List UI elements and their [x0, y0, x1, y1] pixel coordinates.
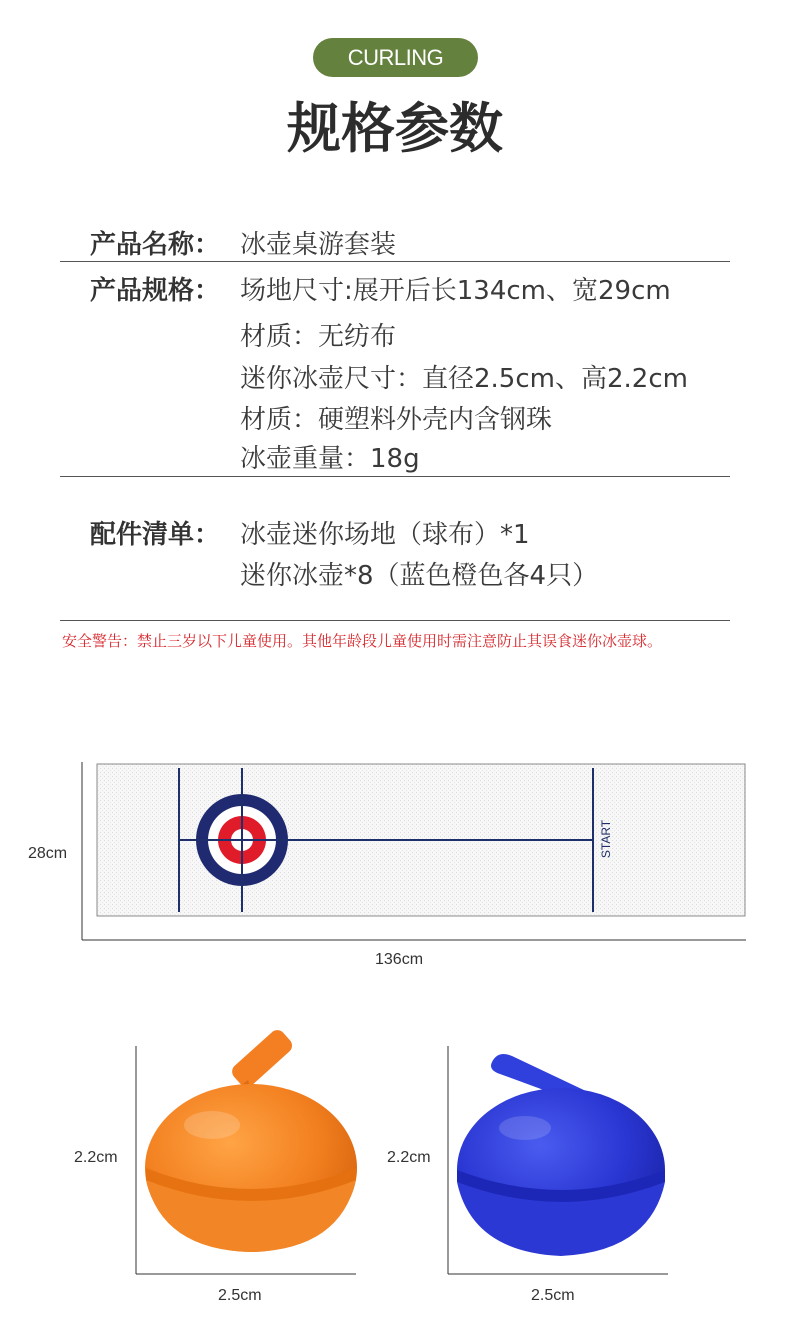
- blue-stone-height-label: 2.2cm: [387, 1149, 431, 1166]
- blue-stone-icon: [457, 1054, 665, 1256]
- spec-value-accessory-mat: 冰壶迷你场地（球布）*1: [240, 520, 530, 550]
- blue-stone-diameter-label: 2.5cm: [531, 1287, 575, 1304]
- mat-height-label: 28cm: [28, 845, 68, 862]
- page-title: 规格参数: [287, 97, 503, 160]
- spec-value-stone-weight: 冰壶重量：18g: [240, 444, 420, 474]
- target-house: [196, 794, 288, 886]
- spec-value-product-name: 冰壶桌游套装: [240, 230, 397, 260]
- orange-stone-diameter-label: 2.5cm: [218, 1287, 262, 1304]
- spec-label-specification: 产品规格：: [90, 276, 221, 306]
- spec-value-mat-material: 材质：无纺布: [240, 322, 397, 352]
- mat-width-label: 136cm: [375, 951, 424, 968]
- spec-value-stone-material: 材质：硬塑料外壳内含钢珠: [240, 405, 553, 435]
- orange-stone-icon: [145, 1027, 357, 1252]
- curling-mat: [97, 764, 745, 916]
- spec-value-field-size: 场地尺寸:展开后长134cm、宽29cm: [240, 276, 671, 306]
- start-label: START: [599, 819, 613, 859]
- safety-warning: 安全警告：禁止三岁以下儿童使用。其他年龄段儿童使用时需注意防止其误食迷你冰壶球。: [62, 632, 663, 650]
- curling-badge: CURLING: [313, 38, 478, 77]
- spec-label-accessories: 配件清单：: [90, 520, 221, 550]
- spec-label-product-name: 产品名称：: [90, 230, 221, 260]
- orange-stone-height-label: 2.2cm: [74, 1149, 118, 1166]
- spec-value-accessory-stones: 迷你冰壶*8（蓝色橙色各4只）: [240, 561, 599, 591]
- spec-value-stone-size: 迷你冰壶尺寸：直径2.5cm、高2.2cm: [240, 364, 688, 394]
